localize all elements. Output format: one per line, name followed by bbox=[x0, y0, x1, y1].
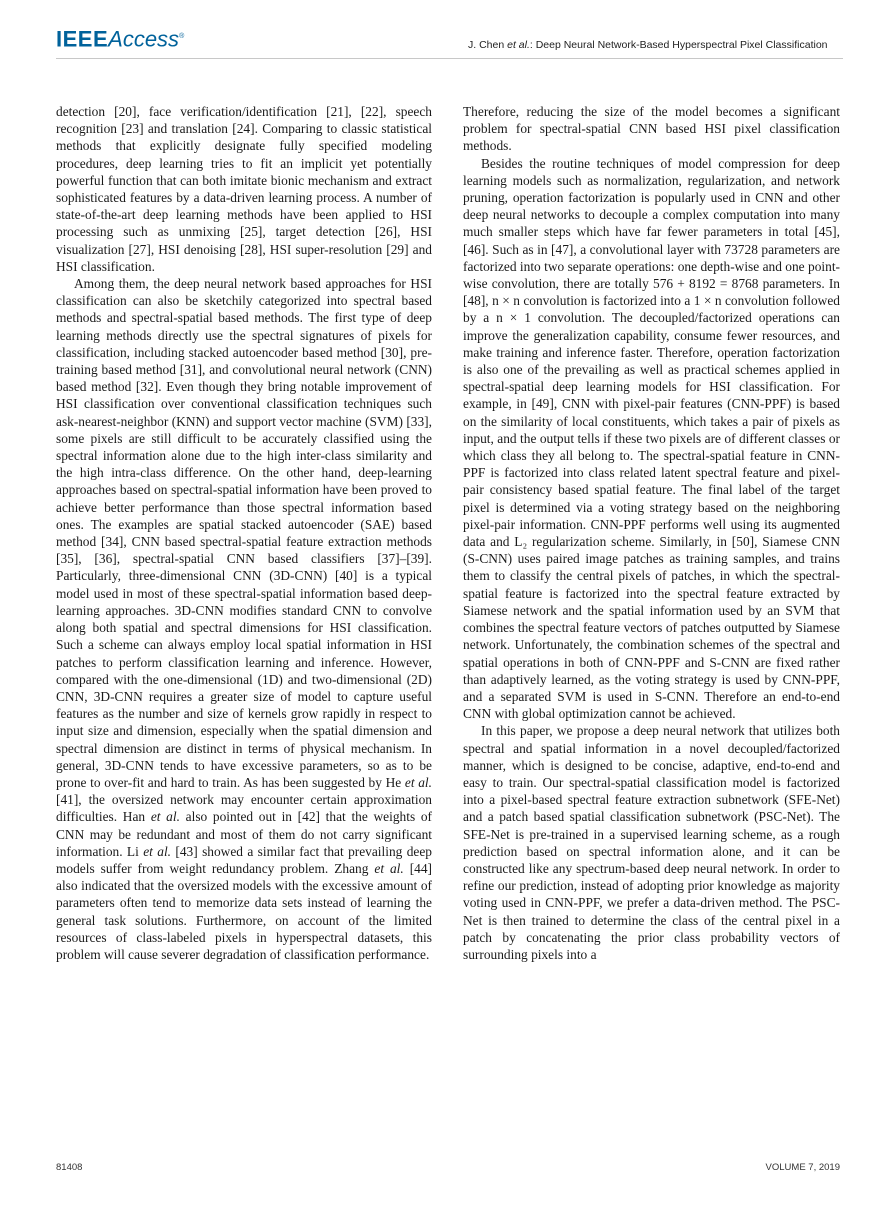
header-divider bbox=[56, 58, 843, 59]
paragraph: In this paper, we propose a deep neural network that utilizes both spectral and spatial information in a novel decoupled/factorized manner, which is designed to be concise, adaptive, end-to-end and easy to train. Our spectral-spatial classification model is factorized into a pixel-based spectral feature extraction subnetwork (SFE-Net) and a patch based spatial classification subnetwork (PSC-Net). The SFE-Net is pre-trained in a supervised learning scheme, as a rough prediction based on spectral information alone, and it can be constructed like any spectrum-based deep neural network. In order to refine our prediction, instead of adopting prior knowledge as majority voting used in CNN-PPF, we prefer a data-driven method. The PSC-Net is then trained to determine the class of the central pixel in a patch by concatenating the prior class probability vectors of surrounding pixels into a bbox=[463, 723, 840, 962]
paragraph: Besides the routine techniques of model compression for deep learning models such as normalization, regularization, and network pruning, operation factorization is popularly used in CNN and other deep neural networks to decouple a complex computation into many much smaller steps which have far fewer parameters in total [45], [46]. Such as in [47], a convolutional layer with 73728 parameters are factorized into two separate operations: one depth-wise and one point-wise convolution, there are totally 576 + 8192 = 8768 parameters. In [48], n × n convolution is factorized into a 1 × n convolution followed by a n × 1 convolution. The decoupled/factorized operations can improve the generalization capability, consume fewer resources, and make training and inference faster. Therefore, operation factorization is also one of the prevailing as well as practical schemes applied in spectral-spatial deep learning models for HSI classification. For example, in [49], CNN with pixel-pair features (CNN-PPF) is based on the similarity of local constituents, which takes a pair of pixels as input, and the output tells if these two pixels are of different classes or which class they all belong to. The spectral-spatial feature in CNN-PPF is factorized into class related latent spectral feature and pixel-pair consistency based spatial feature. The final label of the target pixel is determined via a voting strategy based on the neighboring pixel-pair information. CNN-PPF performs well using its augmented data and L₂ regularization scheme. Similarly, in [50], Siamese CNN (S-CNN) uses paired image patches as training samples, and trains them to classify the central pixels of patches, in which the spectral-spatial feature is factorized into the spectral feature extracted by Siamese network and the spatial information used by an SVM that combines the spectral feature vectors of patches outputted by Siamese network. Unfortunately, the combination schemes of the spectral and spatial operations in both of CNN-PPF and S-CNN are fixed rather than adaptively learned, as the voting strategy is used by CNN-PPF, and a separated SVM is used in S-CNN. Therefore an end-to-end CNN with global optimization cannot be achieved. bbox=[463, 155, 840, 722]
running-title-authors: J. Chen bbox=[468, 39, 508, 51]
journal-logo bbox=[56, 24, 184, 52]
paragraph-text: [44] also indicated that the oversized models with the excessive amount of parameters often tend to memorize data sets instead of learning the general task solutions. Furthermore, on account of the limited resources of class-labeled pixels in hyperspectral datasets, this problem will cause severer degradation of classification performance. bbox=[56, 860, 433, 962]
paragraph bbox=[56, 275, 432, 963]
paragraph: detection [20], face verification/identification [21], [22], speech recognition [23] and translation [24]. Comparing to classic statistical methods that explicitly designate fully specified modeling procedures, deep learning tries to fit an implicit yet potentially powerful function that can both imitate bionic mechanism and extract sophisticated features by a data-driven learning process. A number of state-of-the-art deep learning methods have been applied to HSI processing such as unmixing [25], target detection [26], HSI visualization [27], HSI denoising [28], HSI super-resolution [29] and HSI classification. bbox=[56, 104, 432, 274]
page-number: 81408 bbox=[56, 1162, 83, 1173]
paragraph: Therefore, reducing the size of the model becomes a significant problem for spectral-spatial CNN based HSI pixel classification methods. bbox=[463, 104, 840, 154]
paragraph-text: [43] showed a similar fact that prevailing deep models suffer from weight redundancy problem. Zhang bbox=[56, 843, 432, 876]
etal: et al. bbox=[374, 860, 404, 876]
paragraph-text: also pointed out in [42] that the weights of CNN may be redundant and most of them do not carry significant information. Li bbox=[56, 809, 432, 859]
paragraph-text: [41], the oversized network may encounter certain approximation difficulties. Han bbox=[56, 792, 432, 825]
running-title-etal: et al. bbox=[507, 39, 530, 51]
left-column bbox=[56, 103, 432, 963]
running-title bbox=[468, 39, 844, 52]
running-title-text: : Deep Neural Network-Based Hyperspectral Pixel Classification bbox=[529, 39, 828, 51]
etal: et al. bbox=[404, 774, 432, 790]
logo-trademark: ® bbox=[179, 33, 185, 40]
logo-ieee-text: IEEE bbox=[56, 26, 109, 52]
volume-label: VOLUME 7, 2019 bbox=[765, 1162, 840, 1173]
logo-access-text: Access bbox=[108, 26, 180, 52]
right-column bbox=[463, 103, 840, 963]
etal: et al. bbox=[150, 809, 180, 825]
paragraph-text: Among them, the deep neural network based approaches for HSI classification can also be sketchily categorized into spectral based methods and spectral-spatial based methods. The first type of deep learning methods directly use the spectral signatures of pixels for classification, including stacked autoencoder based method [30], pre-training based method [31], and convolutional neural network (CNN) based method [32]. Even though they bring notable improvement of HSI classification over conventional classification techniques such ask-nearest-neighbor (KNN) and support vector machine (SVM) [33], some pixels are still difficult to be accurately classified using the spectral information alone due to the high inter-class similarity and the high intra-class difference. On the other hand, deep-learning approaches based on spectral-spatial information have been proved to achieve better performance than those spectral information based ones. The examples are spatial stacked autoencoder (SAE) based method [34], CNN based spectral-spatial feature extraction methods [35], [36], spectral-spatial CNN based classifiers [37]–[39]. Particularly, three-dimensional CNN (3D-CNN) [40] is a typical model used in most of these spectral-spatial information based deep-learning approaches. 3D-CNN modifies standard CNN to convolve along both spatial and spectral dimensions for HSI classification. Such a scheme can always employ local spatial information in HSI patches to perform classification learning and inference. However, compared with the one-dimensional (1D) and two-dimensional (2D) CNN, 3D-CNN requires a greater size of model to capture useful features as the number and size of kernels grow rapidly in respect to input size and dimension, especially when the spatial dimension and spectral dimension are distinct in terms of physical mechanism. In general, 3D-CNN tends to have excessive parameters, so as to be prone to over-fit and hard to train. As has been suggested by He bbox=[56, 276, 432, 790]
etal: et al. bbox=[143, 843, 172, 859]
